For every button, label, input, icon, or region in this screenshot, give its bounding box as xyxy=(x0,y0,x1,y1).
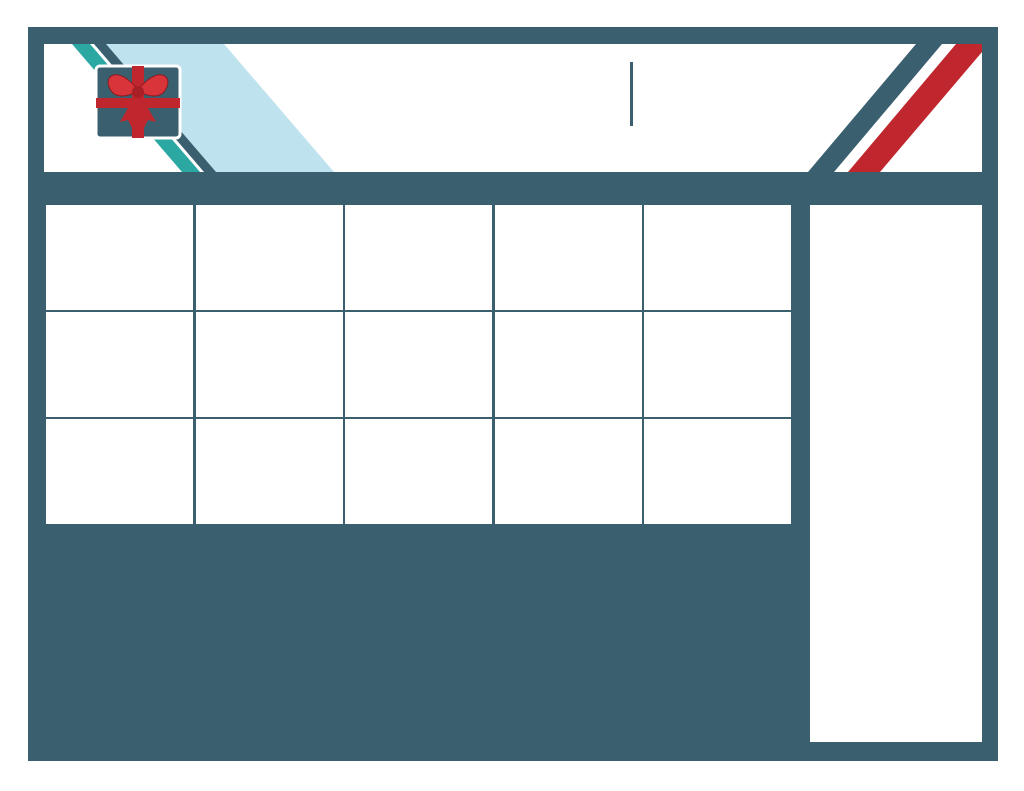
title-divider xyxy=(630,62,633,126)
news-panel xyxy=(810,205,982,742)
calendar-day-cell xyxy=(196,312,343,417)
calendar-day-cell xyxy=(46,312,193,417)
calendar-day-cell xyxy=(196,419,343,524)
calendar-day-cell xyxy=(345,205,492,310)
calendar-day-cell xyxy=(345,419,492,524)
calendar-day-cell xyxy=(196,205,343,310)
decorative-stripes xyxy=(44,44,982,172)
calendar-day-cell xyxy=(495,312,642,417)
calendar-day-cell xyxy=(644,312,791,417)
calendar-day-cell xyxy=(495,205,642,310)
gift-icon xyxy=(94,60,182,140)
calendar-day-cell xyxy=(644,205,791,310)
calendar-day-cell xyxy=(345,312,492,417)
calendar-day-cell xyxy=(495,419,642,524)
calendar-day-cell xyxy=(644,419,791,524)
calendar-grid xyxy=(46,205,792,742)
calendar-day-cell xyxy=(46,205,193,310)
calendar-day-cell xyxy=(46,419,193,524)
header-banner xyxy=(44,44,982,172)
